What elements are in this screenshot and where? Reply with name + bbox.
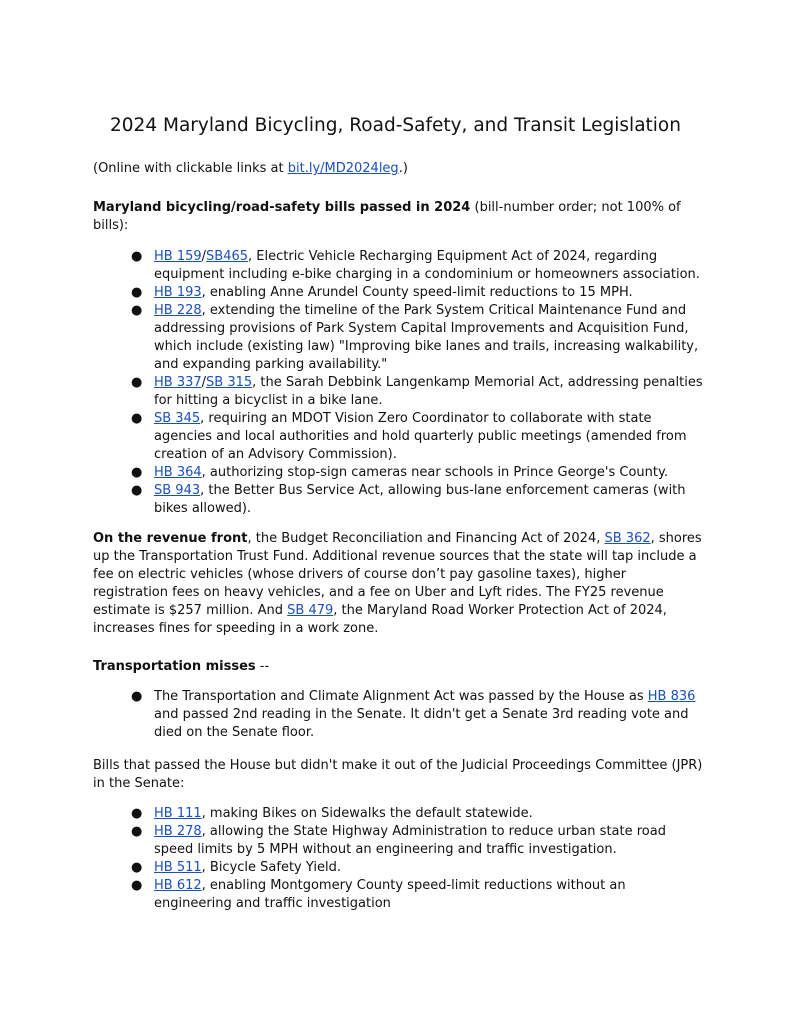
bullet-icon: ● <box>131 249 143 264</box>
online-prefix: (Online with clickable links at <box>93 161 288 176</box>
bill-description: , making Bikes on Sidewalks the default statewide. <box>201 806 533 821</box>
page-title: 2024 Maryland Bicycling, Road-Safety, and Transit Legislation <box>110 115 681 136</box>
bill-link[interactable]: HB 364 <box>154 465 202 480</box>
bill-link[interactable]: HB 278 <box>154 824 202 839</box>
revenue-text-3: , the Maryland Road Worker Protection Act of 2024, increases fines for speeding in a work zone. <box>93 603 667 636</box>
bullet-icon: ● <box>131 303 143 318</box>
bullet-icon: ● <box>131 411 143 426</box>
list-item <box>93 302 703 374</box>
list-item <box>93 859 703 877</box>
bullet-icon: ● <box>131 689 143 704</box>
list-item <box>93 284 703 302</box>
online-note <box>93 160 703 178</box>
misses-heading-rest: -- <box>255 659 270 674</box>
bill-description: , allowing the State Highway Administration to reduce urban state road speed limits by 5 MPH without an engineering and traffic investigation. <box>154 824 666 857</box>
bill-separator: / <box>201 375 207 390</box>
list-item <box>93 248 703 284</box>
list-item <box>93 688 703 742</box>
short-link[interactable]: bit.ly/MD2024leg <box>287 161 399 176</box>
revenue-paragraph <box>93 530 703 638</box>
miss-text-1: The Transportation and Climate Alignment Act was passed by the House as <box>154 689 648 704</box>
bill-link[interactable]: HB 193 <box>154 285 202 300</box>
jpr-bills-list <box>93 805 703 913</box>
bill-link[interactable]: HB 836 <box>647 689 696 704</box>
list-item <box>93 410 703 464</box>
bullet-icon: ● <box>131 860 143 875</box>
bill-link[interactable]: SB 362 <box>604 531 651 546</box>
bullet-icon: ● <box>131 375 143 390</box>
misses-heading <box>93 658 703 676</box>
list-item <box>93 823 703 859</box>
bill-description: , extending the timeline of the Park System Critical Maintenance Fund and addressing provisions of Park System Capital Improvements and Acquisition Fund, which include (existing law) "Improving bike lanes and trails, increasing walkability, and expanding parking availability." <box>154 303 699 372</box>
passed-heading-bold: Maryland bicycling/road-safety bills passed in 2024 <box>93 200 471 215</box>
bill-link[interactable]: HB 337 <box>154 375 202 390</box>
miss-text-2: and passed 2nd reading in the Senate. It didn't get a Senate 3rd reading vote and died on the Senate floor. <box>154 707 689 740</box>
revenue-text-1: , the Budget Reconciliation and Financing Act of 2024, <box>247 531 605 546</box>
bill-description: , authorizing stop-sign cameras near schools in Prince George's County. <box>201 465 668 480</box>
list-item <box>93 482 703 518</box>
bill-description: , the Better Bus Service Act, allowing bus-lane enforcement cameras (with bikes allowed). <box>154 483 686 516</box>
misses-list <box>93 688 703 742</box>
bill-link[interactable]: SB 479 <box>287 603 334 618</box>
bill-link[interactable]: HB 159 <box>154 249 202 264</box>
bullet-icon: ● <box>131 465 143 480</box>
bill-link[interactable]: SB 345 <box>154 411 201 426</box>
bill-description: , Bicycle Safety Yield. <box>201 860 341 875</box>
list-item <box>93 374 703 410</box>
bullet-icon: ● <box>131 878 143 893</box>
misses-heading-bold: Transportation misses <box>93 659 256 674</box>
bill-description: , requiring an MDOT Vision Zero Coordinator to collaborate with state agencies and local authorities and hold quarterly public meetings (amended from creation of an Advisory Commission). <box>154 411 687 462</box>
bill-link[interactable]: HB 511 <box>154 860 202 875</box>
bill-link[interactable]: HB 612 <box>154 878 202 893</box>
bill-link[interactable]: SB 943 <box>154 483 201 498</box>
bill-description: , enabling Anne Arundel County speed-limit reductions to 15 MPH. <box>201 285 633 300</box>
passed-bills-list <box>93 248 703 518</box>
list-item <box>93 464 703 482</box>
bullet-icon: ● <box>131 483 143 498</box>
bill-link[interactable]: SB465 <box>206 249 249 264</box>
list-item <box>93 877 703 913</box>
revenue-bold: On the revenue front <box>93 531 248 546</box>
bill-link[interactable]: HB 228 <box>154 303 202 318</box>
bill-link[interactable]: HB 111 <box>154 806 202 821</box>
online-suffix: .) <box>398 161 408 176</box>
bullet-icon: ● <box>131 285 143 300</box>
passed-heading-rest: (bill-number order; not 100% of bills): <box>93 200 681 233</box>
bullet-icon: ● <box>131 806 143 821</box>
bullet-icon: ● <box>131 824 143 839</box>
bill-description: , the Sarah Debbink Langenkamp Memorial Act, addressing penalties for hitting a bicyclist in a bike lane. <box>154 375 703 408</box>
bill-description: , Electric Vehicle Recharging Equipment Act of 2024, regarding equipment including e-bike charging in a condominium or homeowners association. <box>154 249 700 282</box>
list-item <box>93 805 703 823</box>
jpr-intro: Bills that passed the House but didn't make it out of the Judicial Proceedings Committee (JPR) in the Senate: <box>93 758 703 791</box>
bill-separator: / <box>201 249 207 264</box>
bill-link[interactable]: SB 315 <box>206 375 253 390</box>
passed-heading <box>93 199 703 235</box>
revenue-text-2: , shores up the Transportation Trust Fund. Additional revenue sources that the state will tap include a fee on electric vehicles (whose drivers of course don’t pay gasoline taxes), higher registration fees on heavy vehicles, and a fee on Uber and Lyft rides. The FY25 revenue estimate is $257 million. And <box>93 531 702 618</box>
bill-description: , enabling Montgomery County speed-limit reductions without an engineering and traffic investigation <box>154 878 626 911</box>
